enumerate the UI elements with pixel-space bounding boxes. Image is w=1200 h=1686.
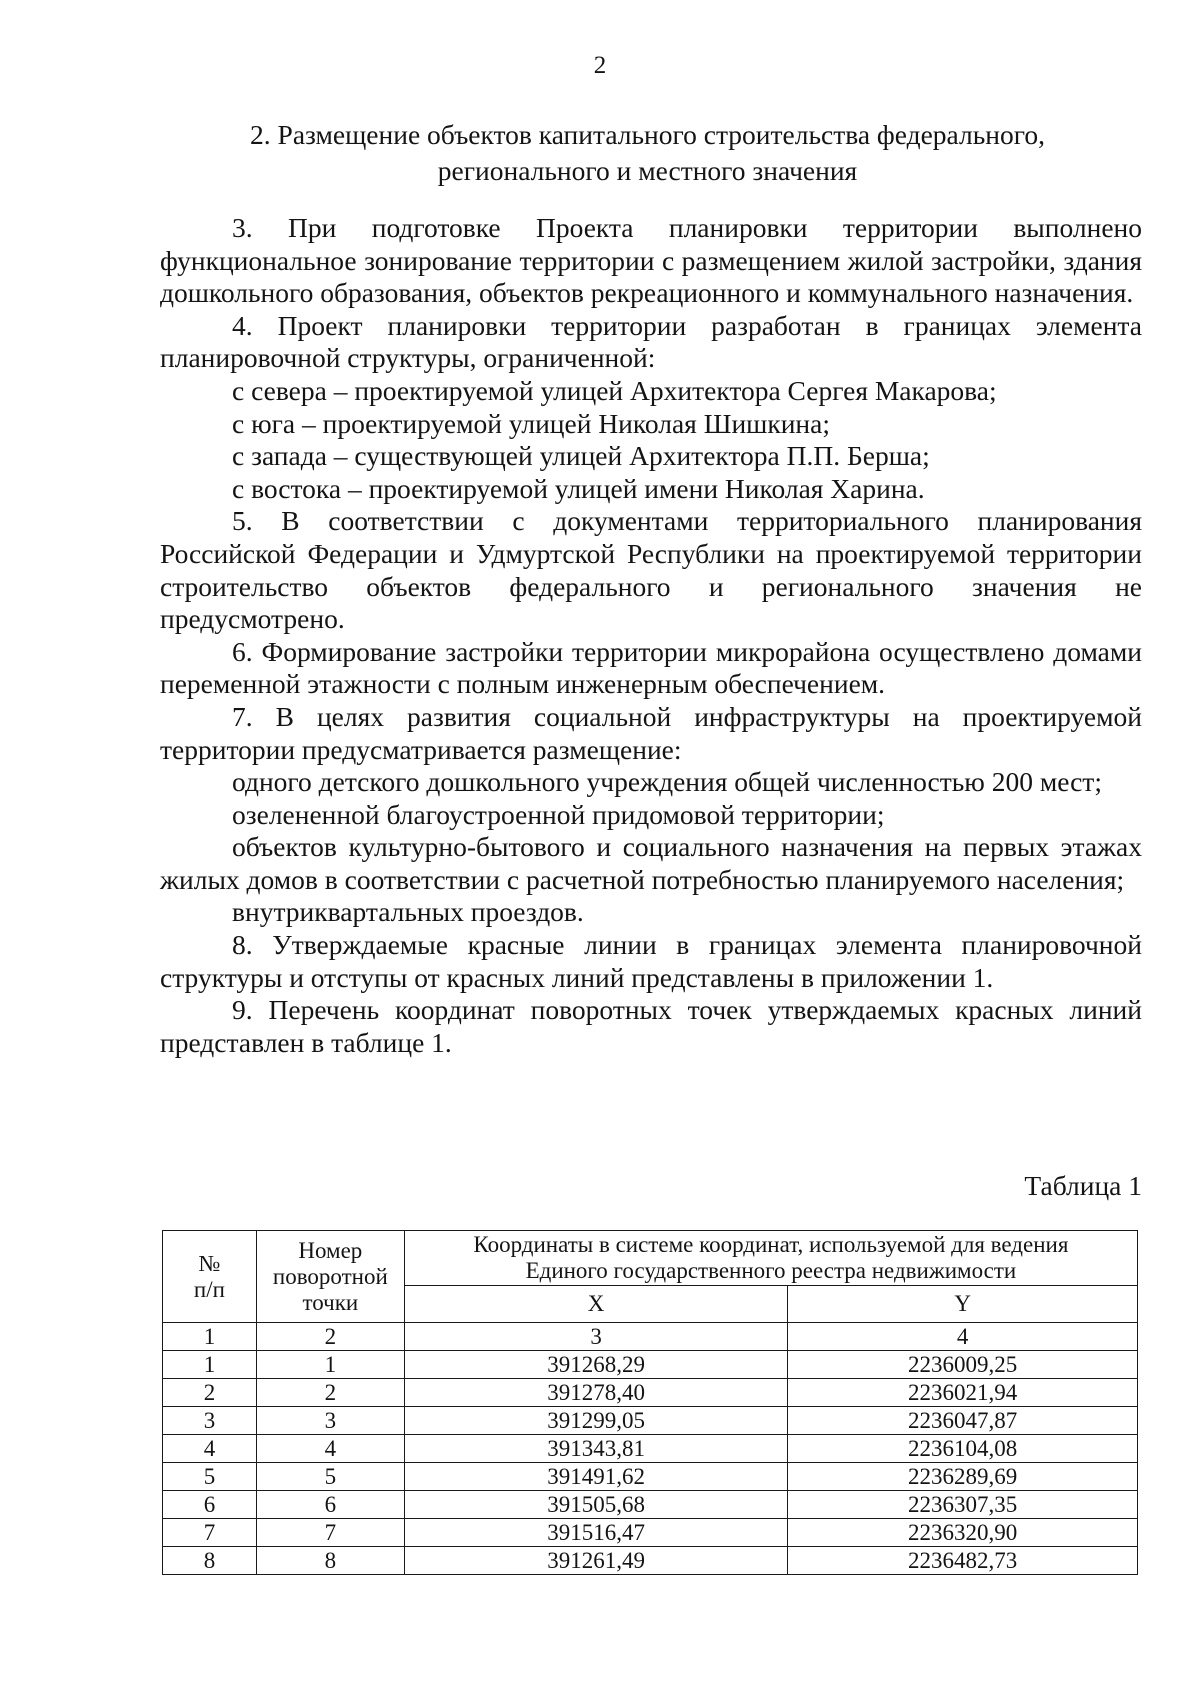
table-cell: 391516,47 <box>404 1519 788 1547</box>
header-x: X <box>404 1286 788 1323</box>
table-cell: 2236482,73 <box>788 1547 1138 1575</box>
header-y: Y <box>788 1286 1138 1323</box>
section-title-line-1: 2. Размещение объектов капитального строительства федерального, <box>250 119 1045 150</box>
table-row <box>163 1435 1138 1463</box>
table-header-row <box>163 1231 1138 1286</box>
boundary-east: с востока – проектируемой улицей имени Николая Харина. <box>232 472 925 504</box>
table-cell: 4 <box>163 1435 257 1463</box>
table-row <box>163 1407 1138 1435</box>
table-cell: 2236320,90 <box>788 1519 1138 1547</box>
table-cell: 2 <box>256 1323 404 1351</box>
table-caption: Таблица 1 <box>1024 1170 1142 1201</box>
document-body <box>160 212 1142 1059</box>
page-number: 2 <box>593 52 607 79</box>
table-cell: 2236021,94 <box>788 1379 1138 1407</box>
boundary-north: с севера – проектируемой улицей Архитектора Сергея Макарова; <box>232 374 997 406</box>
header-point: Номер поворотной точки <box>256 1231 404 1323</box>
table-cell: 1 <box>163 1351 257 1379</box>
table-cell: 2 <box>163 1379 257 1407</box>
section-title-line-2: регионального и местного значения <box>437 155 858 186</box>
table-cell: 3 <box>256 1407 404 1435</box>
table-cell: 8 <box>256 1547 404 1575</box>
table-cell: 7 <box>163 1519 257 1547</box>
boundary-west: с запада – существующей улицей Архитектора П.П. Берша; <box>232 440 930 472</box>
table-cell: 1 <box>163 1323 257 1351</box>
table-cell: 5 <box>256 1463 404 1491</box>
table-row <box>163 1547 1138 1575</box>
table-cell: 391261,49 <box>404 1547 788 1575</box>
list-item-driveways: внутриквартальных проездов. <box>232 896 584 928</box>
table-cell: 3 <box>404 1323 788 1351</box>
header-coordinates: Координаты в системе координат, используемой для ведения Единого государственного реестра недвижимости <box>404 1231 1137 1286</box>
table-cell: 6 <box>163 1491 257 1519</box>
table-cell: 2236104,08 <box>788 1435 1138 1463</box>
table-cell: 1 <box>256 1351 404 1379</box>
table-cell: 2236289,69 <box>788 1463 1138 1491</box>
table-cell: 3 <box>163 1407 257 1435</box>
table-row <box>163 1351 1138 1379</box>
paragraph-9: 9. Перечень координат поворотных точек утверждаемых красных линий представлен в таблице 1. <box>160 994 1142 1058</box>
table-cell: 2236009,25 <box>788 1351 1138 1379</box>
table-cell: 391491,62 <box>404 1463 788 1491</box>
table-index-row <box>163 1323 1138 1351</box>
paragraph-6: 6. Формирование застройки территории микрорайона осуществлено домами переменной этажности с полным инженерным обеспечением. <box>160 635 1142 700</box>
table-cell: 4 <box>256 1435 404 1463</box>
header-number: № п/п <box>163 1231 257 1323</box>
section-title <box>160 117 1135 189</box>
table-cell: 2236307,35 <box>788 1491 1138 1519</box>
list-item-social-facilities: объектов культурно-бытового и социального назначения на первых этажах жилых домов в соответствии с расчетной потребностью планируемого населения; <box>160 831 1142 895</box>
table-row <box>163 1463 1138 1491</box>
table-cell: 391299,05 <box>404 1407 788 1435</box>
paragraph-7: 7. В целях развития социальной инфраструктуры на проектируемой территории предусматривается размещение: <box>160 700 1142 765</box>
paragraph-8: 8. Утверждаемые красные линии в границах элемента планировочной структуры и отступы от красных линий представлены в приложении 1. <box>160 929 1142 993</box>
table-cell: 2236047,87 <box>788 1407 1138 1435</box>
coordinates-table <box>162 1230 1138 1575</box>
table-cell: 7 <box>256 1519 404 1547</box>
list-item-green-area: озелененной благоустроенной придомовой территории; <box>232 798 885 830</box>
table-cell: 2 <box>256 1379 404 1407</box>
table-row <box>163 1379 1138 1407</box>
paragraph-3: 3. При подготовке Проекта планировки территории выполнено функциональное зонирование территории с размещением жилой застройки, здания дошкольного образования, объектов рекреационного и коммунального назначения. <box>160 212 1142 309</box>
paragraph-5: 5. В соответствии с документами территориального планирования Российской Федерации и Удмуртской Республики на проектируемой территории строительство объектов федерального и регионального значения не предусмотрено. <box>160 505 1142 635</box>
table-cell: 4 <box>788 1323 1138 1351</box>
list-item-kindergarten: одного детского дошкольного учреждения общей численностью 200 мест; <box>232 766 1102 798</box>
table-cell: 6 <box>256 1491 404 1519</box>
table-row <box>163 1519 1138 1547</box>
table-cell: 391278,40 <box>404 1379 788 1407</box>
table-cell: 391505,68 <box>404 1491 788 1519</box>
table-cell: 391268,29 <box>404 1351 788 1379</box>
table-cell: 5 <box>163 1463 257 1491</box>
boundary-south: с юга – проектируемой улицей Николая Шишкина; <box>232 407 830 439</box>
table-row <box>163 1491 1138 1519</box>
table-cell: 8 <box>163 1547 257 1575</box>
paragraph-4: 4. Проект планировки территории разработан в границах элемента планировочной структуры, ограниченной: <box>160 309 1142 374</box>
table-cell: 391343,81 <box>404 1435 788 1463</box>
